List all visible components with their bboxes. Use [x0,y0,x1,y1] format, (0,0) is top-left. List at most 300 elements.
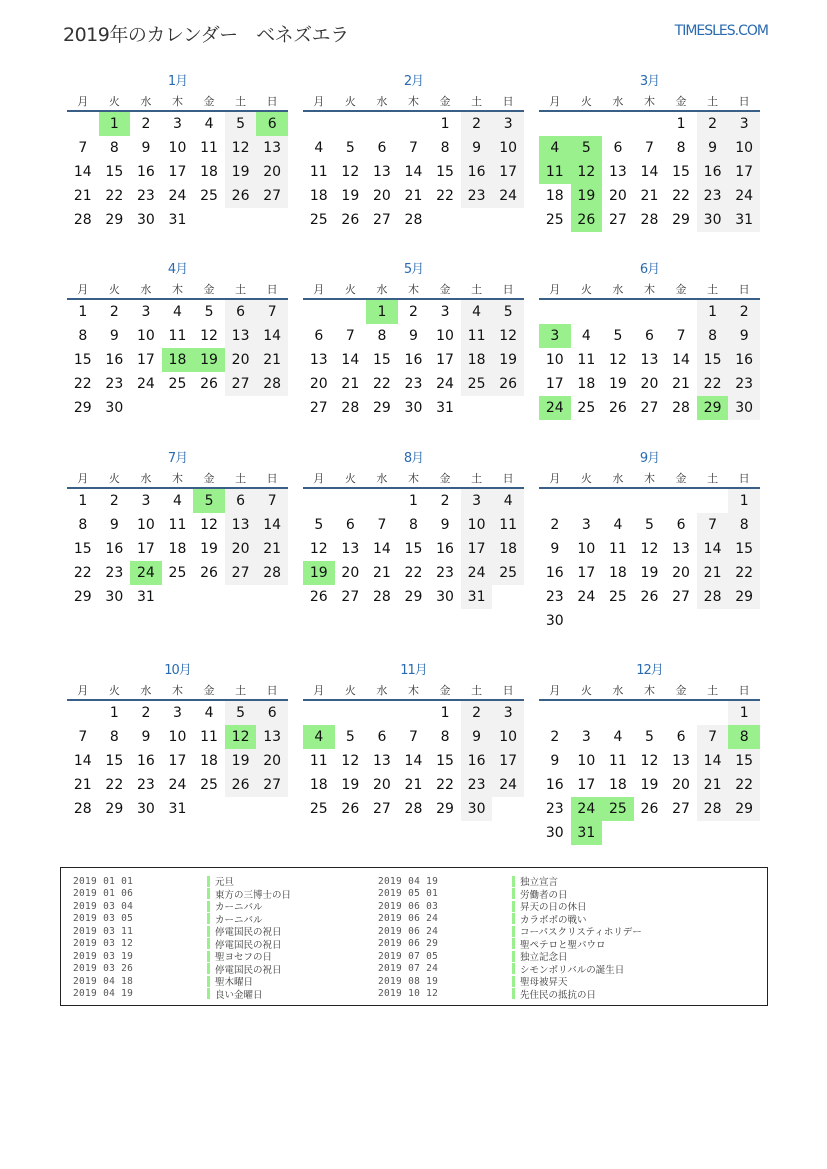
day-cell: 29 [105,212,124,228]
day-cell: 3 [141,493,151,509]
holiday-name: 良い金曜日 [215,989,263,1001]
weekday-label: 金 [675,283,687,296]
weekday-label: 火 [344,283,356,296]
holiday-row [378,975,642,988]
month-block [67,660,288,821]
holiday-row [73,913,291,926]
day-cell: 17 [136,352,155,368]
empty-cell [539,112,571,136]
day-cell: 28 [73,801,92,817]
empty-cell [492,208,524,232]
weekend-day-cell: 5 [225,112,257,136]
day-cell: 11 [309,753,328,769]
day-cell: 21 [404,188,423,204]
day-cell: 12 [640,753,659,769]
week-row [539,372,760,396]
weekend-day-cell: 15 [728,537,760,561]
page-title: 2019年のカレンダー ベネズエラ [63,24,349,46]
weekend-day-cell: 21 [256,537,288,561]
weekend-day-cell: 20 [256,160,288,184]
weekend-day-cell: 9 [728,324,760,348]
day-cell: 7 [676,328,686,344]
weekday-label: 日 [738,684,750,697]
holiday-marker [512,888,515,899]
week-row [67,701,288,725]
week-row [67,749,288,773]
weekday-label: 日 [738,95,750,108]
holiday-marker [207,988,210,999]
day-cell: 8 [440,729,450,745]
weekend-day-cell: 31 [728,208,760,232]
weekend-day-cell: 28 [256,561,288,585]
weekend-day-cell: 1 [697,300,729,324]
day-cell: 10 [436,328,454,344]
day-cell: 6 [314,328,324,344]
week-row [67,136,288,160]
holiday-name: 停電国民の祝日 [215,939,282,951]
empty-cell [461,396,493,420]
empty-cell [193,585,225,609]
day-cell: 5 [345,140,355,156]
month-block [67,71,288,232]
day-cell: 21 [73,188,92,204]
day-cell: 25 [168,565,187,581]
day-cell: 30 [404,400,423,416]
day-cell: 25 [168,376,187,392]
day-cell: 10 [545,352,564,368]
day-cell: 24 [168,188,187,204]
day-cell: 11 [577,352,596,368]
weekend-day-cell: 11 [492,513,524,537]
holiday-marker [207,901,210,912]
weekday-label: 木 [643,95,655,108]
day-cell: 16 [436,541,454,557]
day-cell: 25 [608,589,627,605]
weekday-label: 火 [580,684,592,697]
day-cell: 5 [345,729,355,745]
empty-cell [571,489,603,513]
day-cell: 29 [372,400,391,416]
day-cell: 22 [105,188,124,204]
weekend-day-cell: 25 [461,372,493,396]
day-cell: 12 [341,753,360,769]
day-cell: 8 [676,140,686,156]
weekday-label: 金 [439,684,451,697]
holiday-date: 2019 04 19 [378,875,439,887]
day-cell: 3 [173,705,182,721]
holiday-date: 2019 04 18 [73,975,134,987]
weekend-day-cell: 12 [225,136,257,160]
weekday-label: 火 [580,95,592,108]
week-row [303,749,524,773]
weekend-day-cell: 3 [461,489,493,513]
holiday-date: 2019 06 24 [378,925,439,937]
holiday-row [73,925,291,938]
day-cell: 7 [645,140,654,156]
weekend-day-cell: 4 [461,300,493,324]
weekend-day-cell: 13 [225,513,257,537]
holiday-marker [207,876,210,887]
day-cell: 16 [545,777,564,793]
day-cell: 12 [341,164,360,180]
day-cell: 12 [640,541,659,557]
day-cell: 14 [640,164,659,180]
day-cell: 23 [136,777,155,793]
holiday-day-cell: 24 [571,797,603,821]
weekend-day-cell: 9 [461,136,493,160]
weekday-label: 日 [502,95,514,108]
holiday-marker [512,876,515,887]
weekend-day-cell: 23 [461,184,493,208]
day-cell: 15 [672,164,690,180]
day-cell: 3 [141,304,151,320]
empty-cell [539,701,571,725]
weekend-day-cell: 17 [728,160,760,184]
day-cell: 23 [404,376,423,392]
day-cell: 20 [372,188,391,204]
day-cell: 8 [78,328,88,344]
day-cell: 15 [372,352,391,368]
day-cell: 22 [73,565,92,581]
day-cell: 2 [440,493,450,509]
weekday-label: 土 [707,95,719,108]
day-cell: 14 [341,352,360,368]
day-cell: 9 [109,328,119,344]
empty-cell [665,489,697,513]
weekend-day-cell: 14 [697,749,729,773]
day-cell: 28 [341,400,360,416]
weekday-label: 日 [266,283,278,296]
day-cell: 22 [73,376,92,392]
day-cell: 22 [372,376,391,392]
holiday-marker [512,926,515,937]
day-cell: 14 [372,541,391,557]
empty-cell [697,489,729,513]
weekday-header [67,281,288,300]
holiday-row [73,963,291,976]
weekday-label: 木 [407,472,419,485]
empty-cell [67,701,99,725]
weekday-label: 火 [108,283,120,296]
week-row [303,797,524,821]
month-block [67,259,288,420]
weekend-day-cell: 6 [225,300,257,324]
holiday-day-cell: 3 [539,324,571,348]
weekday-label: 月 [549,684,561,697]
holiday-name: カーニバル [215,914,263,926]
day-cell: 27 [341,589,360,605]
empty-cell [335,112,367,136]
weekend-day-cell: 29 [728,797,760,821]
weekday-label: 金 [439,472,451,485]
week-row [539,821,760,845]
empty-cell [130,396,162,420]
weekend-day-cell: 20 [225,348,257,372]
weekend-day-cell: 28 [256,372,288,396]
holiday-name: 先住民の抵抗の日 [520,989,597,1001]
weekend-day-cell: 16 [697,160,729,184]
day-cell: 15 [73,541,92,557]
weekend-day-cell: 29 [728,585,760,609]
day-cell: 14 [404,753,423,769]
day-cell: 4 [613,517,623,533]
holiday-date: 2019 07 05 [378,950,439,962]
day-cell: 14 [73,753,92,769]
day-cell: 13 [640,352,659,368]
day-cell: 31 [168,212,187,228]
holiday-row [73,988,291,1001]
site-logo[interactable]: TIMESLES.COM [674,23,768,39]
day-cell: 7 [377,517,387,533]
weekend-day-cell: 24 [492,773,524,797]
weekday-label: 月 [313,95,325,108]
day-cell: 15 [105,164,124,180]
weekday-label: 火 [108,472,120,485]
weekend-day-cell: 3 [728,112,760,136]
weekend-day-cell: 2 [461,112,493,136]
empty-cell [602,821,634,845]
holiday-name: 停電国民の祝日 [215,927,282,939]
day-cell: 27 [672,589,690,605]
day-cell: 23 [545,589,564,605]
holiday-name: 東方の三博士の日 [215,889,292,901]
day-cell: 13 [672,541,690,557]
holiday-day-cell: 12 [571,160,603,184]
day-cell: 13 [608,164,627,180]
day-cell: 30 [545,825,564,841]
week-row [67,208,288,232]
empty-cell [256,208,288,232]
day-cell: 26 [640,589,659,605]
day-cell: 10 [168,729,187,745]
weekend-day-cell: 3 [492,112,524,136]
empty-cell [303,701,335,725]
day-cell: 20 [309,376,328,392]
day-cell: 28 [404,801,423,817]
holiday-date: 2019 06 29 [378,938,439,950]
weekday-label: 月 [549,283,561,296]
day-cell: 18 [200,164,218,180]
day-cell: 30 [105,400,124,416]
weekend-day-cell: 20 [256,749,288,773]
day-cell: 3 [581,517,591,533]
week-row [67,725,288,749]
weekend-day-cell: 8 [728,513,760,537]
holiday-marker [207,963,210,974]
empty-cell [335,300,367,324]
day-cell: 27 [608,212,627,228]
day-cell: 18 [309,188,328,204]
weekend-day-cell: 12 [492,324,524,348]
empty-cell [492,797,524,821]
day-cell: 26 [608,400,627,416]
weekend-day-cell: 22 [728,561,760,585]
day-cell: 5 [204,304,214,320]
weekday-label: 土 [707,283,719,296]
holiday-name: 停電国民の祝日 [215,964,282,976]
day-cell: 4 [314,140,324,156]
month-name: 10月 [164,663,191,678]
day-cell: 23 [545,801,564,817]
holiday-row [378,888,642,901]
day-cell: 8 [109,729,119,745]
day-cell: 1 [409,493,418,509]
week-row [67,489,288,513]
weekend-day-cell: 28 [697,585,729,609]
week-row [303,324,524,348]
holiday-date: 2019 06 03 [378,900,439,912]
day-cell: 5 [645,729,654,745]
weekend-day-cell: 26 [225,184,257,208]
weekday-label: 土 [707,472,719,485]
day-cell: 15 [73,352,92,368]
day-cell: 26 [200,376,218,392]
empty-cell [162,396,194,420]
holiday-row [73,938,291,951]
day-cell: 18 [168,541,187,557]
weekday-label: 水 [376,684,388,697]
empty-cell [256,396,288,420]
day-cell: 1 [109,705,119,721]
weekday-label: 金 [203,472,215,485]
day-cell: 11 [200,140,218,156]
day-cell: 22 [672,188,690,204]
empty-cell [162,585,194,609]
day-cell: 12 [608,352,627,368]
holiday-day-cell: 31 [571,821,603,845]
week-row [67,324,288,348]
empty-cell [303,112,335,136]
weekday-label: 木 [643,684,655,697]
empty-cell [697,821,729,845]
day-cell: 18 [545,188,564,204]
week-row [67,112,288,136]
holiday-list [60,867,768,1006]
day-cell: 14 [672,352,690,368]
weekend-day-cell: 16 [461,749,493,773]
day-cell: 2 [109,493,119,509]
weekday-label: 金 [675,95,687,108]
day-cell: 4 [581,328,591,344]
day-cell: 17 [168,753,187,769]
day-cell: 17 [577,777,596,793]
weekday-label: 月 [313,684,325,697]
weekend-day-cell: 13 [256,136,288,160]
holiday-day-cell: 25 [602,797,634,821]
day-cell: 12 [200,328,218,344]
day-cell: 16 [404,352,423,368]
holiday-marker [512,951,515,962]
empty-cell [602,489,634,513]
day-cell: 22 [436,188,454,204]
holiday-name: カラボボの戦い [520,914,587,926]
day-cell: 1 [440,116,450,132]
empty-cell [492,396,524,420]
weekend-day-cell: 21 [256,348,288,372]
holiday-day-cell: 5 [571,136,603,160]
empty-cell [571,609,603,633]
weekday-label: 木 [643,283,655,296]
holiday-date: 2019 06 24 [378,913,439,925]
holiday-date: 2019 03 19 [73,950,134,962]
month-name: 5月 [403,262,424,277]
day-cell: 13 [372,753,391,769]
day-cell: 22 [105,777,124,793]
month-name: 3月 [639,74,660,89]
day-cell: 24 [168,777,187,793]
weekend-day-cell: 23 [461,773,493,797]
weekend-day-cell: 2 [461,701,493,725]
weekend-day-cell: 14 [256,324,288,348]
weekday-label: 土 [471,472,483,485]
week-row [303,773,524,797]
holiday-day-cell: 24 [539,396,571,420]
weekday-label: 月 [77,472,89,485]
day-cell: 30 [136,801,155,817]
day-cell: 4 [204,116,214,132]
day-cell: 23 [136,188,155,204]
holiday-date: 2019 01 01 [73,875,134,887]
empty-cell [492,585,524,609]
weekend-day-cell: 16 [461,160,493,184]
weekend-day-cell: 30 [728,396,760,420]
day-cell: 6 [676,517,686,533]
weekday-label: 金 [675,472,687,485]
day-cell: 2 [141,116,151,132]
day-cell: 16 [105,352,124,368]
weekend-day-cell: 4 [492,489,524,513]
empty-cell [728,609,760,633]
holiday-row [378,938,642,951]
holiday-marker [207,976,210,987]
week-row [539,513,760,537]
weekday-label: 水 [376,283,388,296]
day-cell: 25 [200,188,218,204]
weekday-label: 月 [77,283,89,296]
holiday-name: 聖母被昇天 [520,977,568,989]
holiday-name: 昇天の日の休日 [520,902,587,914]
week-row [303,184,524,208]
weekday-label: 土 [471,283,483,296]
day-cell: 20 [608,188,627,204]
week-row [303,208,524,232]
day-cell: 25 [577,400,596,416]
day-cell: 16 [136,164,155,180]
week-row [539,773,760,797]
week-row [303,537,524,561]
weekday-label: 木 [171,283,183,296]
month-name: 1月 [167,74,188,89]
day-cell: 23 [105,376,124,392]
week-row [303,489,524,513]
weekday-label: 土 [235,283,247,296]
day-cell: 21 [73,777,92,793]
day-cell: 17 [136,541,155,557]
weekend-day-cell: 13 [225,324,257,348]
holiday-name: 聖ペテロと聖パウロ [520,939,606,951]
holiday-marker [207,951,210,962]
day-cell: 11 [200,729,218,745]
empty-cell [634,112,666,136]
day-cell: 21 [640,188,659,204]
weekend-day-cell: 25 [492,561,524,585]
empty-cell [602,701,634,725]
weekday-label: 水 [612,95,624,108]
empty-cell [225,396,257,420]
day-cell: 23 [105,565,124,581]
day-cell: 8 [440,140,450,156]
weekday-label: 水 [376,472,388,485]
